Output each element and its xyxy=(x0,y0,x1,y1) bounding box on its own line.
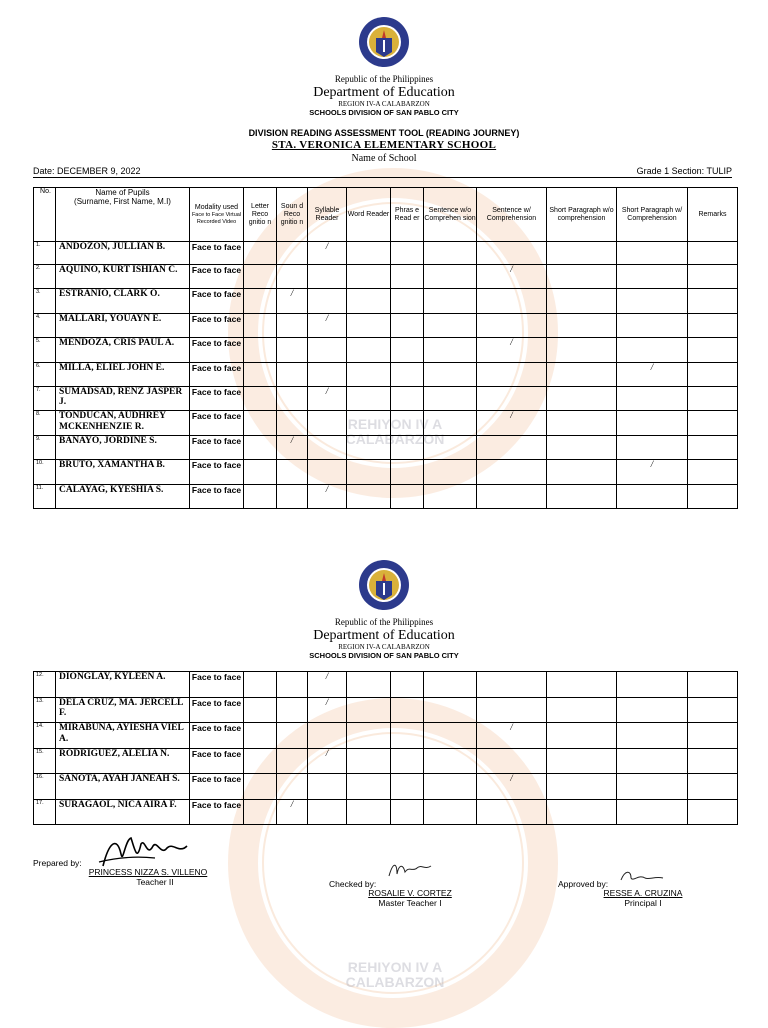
check-mark-syllable: / xyxy=(308,242,347,265)
cell-remarks xyxy=(688,338,738,362)
watermark-region-text-1: REHIYON IV A CALABARZON xyxy=(345,416,445,447)
row-number: 4. xyxy=(34,313,56,337)
check-mark-syllable: / xyxy=(308,748,347,774)
cell-short-para-wo xyxy=(547,313,617,337)
deped-seal-icon xyxy=(358,16,410,68)
modality-cell: Face to face xyxy=(190,774,244,800)
check-mark-sentence-w: / xyxy=(477,265,547,289)
modality-cell: Face to face xyxy=(190,289,244,313)
cell-remarks xyxy=(688,484,738,508)
cell-short-para-w xyxy=(617,386,688,410)
row-number: 11. xyxy=(34,484,56,508)
table-row xyxy=(34,484,738,508)
prepared-by-name: PRINCESS NIZZA S. VILLENO xyxy=(88,867,208,877)
department-line: Department of Education xyxy=(313,628,455,643)
signature-scribble-prepared xyxy=(95,832,195,872)
cell-short-para-wo xyxy=(547,697,617,723)
check-mark-sound: / xyxy=(277,289,308,313)
cell-syllable xyxy=(308,289,347,313)
cell-syllable xyxy=(308,799,347,825)
cell-remarks xyxy=(688,386,738,410)
modality-cell: Face to face xyxy=(190,435,244,459)
cell-letter xyxy=(244,748,277,774)
region-line: REGION IV-A CALABARZON xyxy=(338,100,430,108)
pupil-name: BANAYO, JORDINE S. xyxy=(56,435,190,459)
table-row xyxy=(34,774,738,800)
cell-phrase xyxy=(391,265,424,289)
col-sentence-wo: Sentence w/o Comprehen sion xyxy=(424,188,477,242)
cell-sentence-w xyxy=(477,460,547,484)
cell-short-para-w xyxy=(617,338,688,362)
check-mark-short-para-w: / xyxy=(617,460,688,484)
prepared-by-title: Teacher II xyxy=(136,877,174,887)
cell-sentence-w xyxy=(477,242,547,265)
table-row xyxy=(34,265,738,289)
row-number: 2. xyxy=(34,265,56,289)
cell-remarks xyxy=(688,265,738,289)
cell-short-para-w xyxy=(617,242,688,265)
table-row xyxy=(34,362,738,386)
modality-cell: Face to face xyxy=(190,697,244,723)
cell-remarks xyxy=(688,460,738,484)
cell-sentence-wo xyxy=(424,313,477,337)
table-row xyxy=(34,697,738,723)
letterhead-page-1 xyxy=(0,16,768,118)
cell-syllable xyxy=(308,265,347,289)
cell-short-para-w xyxy=(617,774,688,800)
pupil-name: MALLARI, YOUAYN E. xyxy=(56,313,190,337)
approved-by-title: Principal I xyxy=(624,898,662,908)
col-letter: Letter Reco gnitio n xyxy=(244,188,277,242)
col-name xyxy=(56,188,190,242)
modality-cell: Face to face xyxy=(190,362,244,386)
cell-sentence-wo xyxy=(424,672,477,698)
modality-cell: Face to face xyxy=(190,313,244,337)
row-number: 1. xyxy=(34,242,56,265)
check-mark-syllable: / xyxy=(308,313,347,337)
cell-short-para-wo xyxy=(547,386,617,410)
cell-short-para-w xyxy=(617,289,688,313)
check-mark-syllable: / xyxy=(308,672,347,698)
cell-sentence-w xyxy=(477,484,547,508)
cell-letter xyxy=(244,435,277,459)
row-number: 5. xyxy=(34,338,56,362)
col-modality-title: Modality used xyxy=(194,203,239,211)
col-short-para-w: Short Paragraph w/ Comprehension xyxy=(617,188,688,242)
cell-remarks xyxy=(688,799,738,825)
cell-short-para-wo xyxy=(547,723,617,749)
col-modality-sub: Face to Face Virtual Recorded Video xyxy=(191,211,242,225)
cell-sentence-w xyxy=(477,362,547,386)
date-label: Date: DECEMBER 9, 2022 xyxy=(33,166,141,176)
cell-short-para-w xyxy=(617,672,688,698)
cell-sentence-w xyxy=(477,435,547,459)
checked-by-title: Master Teacher I xyxy=(378,898,442,908)
cell-word xyxy=(347,748,391,774)
cell-syllable xyxy=(308,774,347,800)
modality-cell: Face to face xyxy=(190,799,244,825)
cell-word xyxy=(347,242,391,265)
cell-word xyxy=(347,460,391,484)
row-number: 7. xyxy=(34,386,56,410)
assessment-table-page-2 xyxy=(33,671,738,825)
modality-cell: Face to face xyxy=(190,460,244,484)
cell-phrase xyxy=(391,386,424,410)
cell-syllable xyxy=(308,435,347,459)
letterhead-page-2 xyxy=(0,559,768,661)
cell-sentence-wo xyxy=(424,774,477,800)
cell-sound xyxy=(277,774,308,800)
cell-letter xyxy=(244,411,277,435)
modality-cell: Face to face xyxy=(190,672,244,698)
cell-word xyxy=(347,435,391,459)
cell-remarks xyxy=(688,362,738,386)
cell-short-para-wo xyxy=(547,411,617,435)
cell-sound xyxy=(277,265,308,289)
cell-sentence-wo xyxy=(424,697,477,723)
cell-letter xyxy=(244,362,277,386)
cell-remarks xyxy=(688,672,738,698)
cell-sound xyxy=(277,411,308,435)
pupil-name: RODRIGUEZ, ALELIA N. xyxy=(56,748,190,774)
table-row xyxy=(34,748,738,774)
col-word: Word Reader xyxy=(347,188,391,242)
table-row xyxy=(34,672,738,698)
table-row xyxy=(34,289,738,313)
republic-line: Republic of the Philippines xyxy=(334,617,434,627)
cell-sentence-wo xyxy=(424,362,477,386)
cell-sentence-wo xyxy=(424,386,477,410)
form-title: DIVISION READING ASSESSMENT TOOL (READING JOURNEY) xyxy=(248,128,520,138)
row-number: 17. xyxy=(34,799,56,825)
cell-sentence-w xyxy=(477,799,547,825)
cell-sentence-wo xyxy=(424,435,477,459)
cell-word xyxy=(347,672,391,698)
pupil-name: SUMADSAD, RENZ JASPER J. xyxy=(56,386,190,410)
cell-letter xyxy=(244,242,277,265)
cell-word xyxy=(347,799,391,825)
check-mark-syllable: / xyxy=(308,386,347,410)
cell-short-para-w xyxy=(617,799,688,825)
col-no: No. xyxy=(34,188,56,242)
row-number: 14. xyxy=(34,723,56,749)
cell-phrase xyxy=(391,799,424,825)
row-number: 13. xyxy=(34,697,56,723)
cell-sentence-w xyxy=(477,386,547,410)
cell-phrase xyxy=(391,484,424,508)
cell-phrase xyxy=(391,338,424,362)
cell-short-para-wo xyxy=(547,289,617,313)
cell-short-para-w xyxy=(617,723,688,749)
cell-short-para-w xyxy=(617,265,688,289)
deped-seal-icon xyxy=(358,559,410,611)
cell-word xyxy=(347,313,391,337)
cell-short-para-wo xyxy=(547,484,617,508)
cell-syllable xyxy=(308,338,347,362)
cell-phrase xyxy=(391,774,424,800)
table-row xyxy=(34,338,738,362)
cell-sentence-wo xyxy=(424,289,477,313)
check-mark-sentence-w: / xyxy=(477,723,547,749)
pupil-name: ESTRANIO, CLARK O. xyxy=(56,289,190,313)
cell-remarks xyxy=(688,774,738,800)
col-remarks: Remarks xyxy=(688,188,738,242)
cell-remarks xyxy=(688,242,738,265)
cell-short-para-wo xyxy=(547,774,617,800)
cell-phrase xyxy=(391,242,424,265)
cell-word xyxy=(347,774,391,800)
check-mark-sound: / xyxy=(277,799,308,825)
cell-sentence-wo xyxy=(424,484,477,508)
cell-phrase xyxy=(391,362,424,386)
cell-word xyxy=(347,338,391,362)
cell-sentence-wo xyxy=(424,460,477,484)
pupil-name: MILLA, ELIEL JOHN E. xyxy=(56,362,190,386)
col-sound: Soun d Reco gnitio n xyxy=(277,188,308,242)
pupil-name: SANOTA, AYAH JANEAH S. xyxy=(56,774,190,800)
modality-cell: Face to face xyxy=(190,484,244,508)
modality-cell: Face to face xyxy=(190,411,244,435)
row-number: 3. xyxy=(34,289,56,313)
col-name-title: Name of Pupils xyxy=(95,188,150,197)
cell-sentence-w xyxy=(477,748,547,774)
cell-sentence-wo xyxy=(424,265,477,289)
cell-letter xyxy=(244,386,277,410)
cell-remarks xyxy=(688,723,738,749)
cell-short-para-wo xyxy=(547,748,617,774)
check-mark-sentence-w: / xyxy=(477,774,547,800)
cell-phrase xyxy=(391,411,424,435)
cell-syllable xyxy=(308,723,347,749)
col-syllable: Syllable Reader xyxy=(308,188,347,242)
cell-short-para-wo xyxy=(547,242,617,265)
cell-short-para-wo xyxy=(547,265,617,289)
prepared-by-block xyxy=(84,867,212,887)
table-row xyxy=(34,242,738,265)
cell-letter xyxy=(244,313,277,337)
school-name: STA. VERONICA ELEMENTARY SCHOOL xyxy=(271,139,497,151)
cell-sound xyxy=(277,242,308,265)
cell-phrase xyxy=(391,289,424,313)
cell-sound xyxy=(277,672,308,698)
row-number: 16. xyxy=(34,774,56,800)
date-section-line xyxy=(33,166,732,178)
cell-remarks xyxy=(688,435,738,459)
region-line: REGION IV-A CALABARZON xyxy=(338,643,430,651)
cell-short-para-w xyxy=(617,697,688,723)
cell-short-para-wo xyxy=(547,799,617,825)
cell-sound xyxy=(277,460,308,484)
row-number: 15. xyxy=(34,748,56,774)
cell-letter xyxy=(244,289,277,313)
cell-syllable xyxy=(308,411,347,435)
approved-by-block xyxy=(598,888,688,908)
cell-remarks xyxy=(688,289,738,313)
row-number: 10. xyxy=(34,460,56,484)
cell-letter xyxy=(244,265,277,289)
pupil-name: ANDOZON, JULLIAN B. xyxy=(56,242,190,265)
pupil-name: DIONGLAY, KYLEEN A. xyxy=(56,672,190,698)
cell-sound xyxy=(277,748,308,774)
row-number: 9. xyxy=(34,435,56,459)
cell-word xyxy=(347,484,391,508)
checked-by-name: ROSALIE V. CORTEZ xyxy=(368,888,452,898)
cell-short-para-w xyxy=(617,411,688,435)
cell-letter xyxy=(244,460,277,484)
col-modality xyxy=(190,188,244,242)
pupil-name: AQUINO, KURT ISHIAN C. xyxy=(56,265,190,289)
cell-short-para-w xyxy=(617,435,688,459)
cell-short-para-wo xyxy=(547,672,617,698)
cell-short-para-wo xyxy=(547,435,617,459)
cell-sentence-w xyxy=(477,313,547,337)
cell-letter xyxy=(244,799,277,825)
cell-letter xyxy=(244,774,277,800)
cell-sentence-wo xyxy=(424,242,477,265)
assessment-table-page-1 xyxy=(33,187,738,509)
cell-word xyxy=(347,265,391,289)
modality-cell: Face to face xyxy=(190,723,244,749)
cell-phrase xyxy=(391,723,424,749)
checked-by-label: Checked by: xyxy=(329,879,377,889)
pupil-name: MIRABUNA, AYIESHA VIEL A. xyxy=(56,723,190,749)
table-row xyxy=(34,435,738,459)
cell-short-para-w xyxy=(617,484,688,508)
checked-by-block xyxy=(362,888,458,908)
modality-cell: Face to face xyxy=(190,265,244,289)
row-number: 6. xyxy=(34,362,56,386)
col-sentence-w: Sentence w/ Comprehension xyxy=(477,188,547,242)
modality-cell: Face to face xyxy=(190,338,244,362)
cell-short-para-w xyxy=(617,313,688,337)
cell-remarks xyxy=(688,748,738,774)
pupil-name: CALAYAG, KYESHIA S. xyxy=(56,484,190,508)
modality-cell: Face to face xyxy=(190,748,244,774)
cell-sound xyxy=(277,484,308,508)
cell-phrase xyxy=(391,313,424,337)
check-mark-syllable: / xyxy=(308,484,347,508)
pupil-name: BRUTO, XAMANTHA B. xyxy=(56,460,190,484)
table-row xyxy=(34,313,738,337)
cell-word xyxy=(347,411,391,435)
cell-sentence-wo xyxy=(424,799,477,825)
cell-sound xyxy=(277,723,308,749)
check-mark-syllable: / xyxy=(308,697,347,723)
cell-letter xyxy=(244,484,277,508)
cell-sound xyxy=(277,362,308,386)
cell-remarks xyxy=(688,697,738,723)
republic-line: Republic of the Philippines xyxy=(334,74,434,84)
col-name-sub: (Surname, First Name, M.I) xyxy=(74,197,171,206)
approved-by-label: Approved by: xyxy=(558,879,609,889)
col-phrase: Phras e Read er xyxy=(391,188,424,242)
cell-word xyxy=(347,723,391,749)
cell-sound xyxy=(277,338,308,362)
cell-remarks xyxy=(688,313,738,337)
cell-sentence-wo xyxy=(424,748,477,774)
row-number: 12. xyxy=(34,672,56,698)
col-short-para-wo: Short Paragraph w/o comprehension xyxy=(547,188,617,242)
pupil-name: DELA CRUZ, MA. JERCELL F. xyxy=(56,697,190,723)
cell-syllable xyxy=(308,460,347,484)
cell-letter xyxy=(244,697,277,723)
table-row xyxy=(34,386,738,410)
cell-word xyxy=(347,697,391,723)
cell-sound xyxy=(277,313,308,337)
cell-sentence-wo xyxy=(424,338,477,362)
division-line: SCHOOLS DIVISION OF SAN PABLO CITY xyxy=(309,651,459,660)
modality-cell: Face to face xyxy=(190,386,244,410)
table-row xyxy=(34,411,738,435)
cell-sentence-wo xyxy=(424,723,477,749)
signature-scribble-checked xyxy=(385,858,435,882)
signature-scribble-approved xyxy=(617,868,667,886)
cell-word xyxy=(347,289,391,313)
cell-short-para-wo xyxy=(547,362,617,386)
cell-sound xyxy=(277,386,308,410)
prepared-by-label: Prepared by: xyxy=(33,858,82,868)
table-row xyxy=(34,723,738,749)
department-line: Department of Education xyxy=(313,85,455,100)
cell-letter xyxy=(244,338,277,362)
cell-letter xyxy=(244,723,277,749)
table-header-row xyxy=(34,188,738,242)
cell-phrase xyxy=(391,748,424,774)
check-mark-sentence-w: / xyxy=(477,338,547,362)
grade-section-label: Grade 1 Section: TULIP xyxy=(636,166,732,176)
cell-phrase xyxy=(391,697,424,723)
cell-phrase xyxy=(391,672,424,698)
table-row xyxy=(34,799,738,825)
watermark-region-text-2: REHIYON IV A CALABARZON xyxy=(345,959,445,990)
cell-word xyxy=(347,386,391,410)
division-line: SCHOOLS DIVISION OF SAN PABLO CITY xyxy=(309,108,459,117)
cell-short-para-w xyxy=(617,748,688,774)
modality-cell: Face to face xyxy=(190,242,244,265)
cell-sentence-w xyxy=(477,289,547,313)
school-caption: Name of School xyxy=(351,153,417,164)
pupil-name: TONDUCAN, AUDHREY MCKENHENZIE R. xyxy=(56,411,190,435)
cell-remarks xyxy=(688,411,738,435)
cell-short-para-wo xyxy=(547,460,617,484)
cell-phrase xyxy=(391,435,424,459)
cell-sentence-w xyxy=(477,697,547,723)
cell-sentence-wo xyxy=(424,411,477,435)
check-mark-sentence-w: / xyxy=(477,411,547,435)
check-mark-short-para-w: / xyxy=(617,362,688,386)
row-number: 8. xyxy=(34,411,56,435)
approved-by-name: RESSE A. CRUZINA xyxy=(603,888,683,898)
cell-phrase xyxy=(391,460,424,484)
cell-letter xyxy=(244,672,277,698)
cell-sentence-w xyxy=(477,672,547,698)
table-row xyxy=(34,460,738,484)
cell-short-para-wo xyxy=(547,338,617,362)
cell-word xyxy=(347,362,391,386)
pupil-name: MENDOZA, CRIS PAUL A. xyxy=(56,338,190,362)
pupil-name: SURAGAOL, NICA AIRA F. xyxy=(56,799,190,825)
cell-sound xyxy=(277,697,308,723)
check-mark-sound: / xyxy=(277,435,308,459)
cell-syllable xyxy=(308,362,347,386)
